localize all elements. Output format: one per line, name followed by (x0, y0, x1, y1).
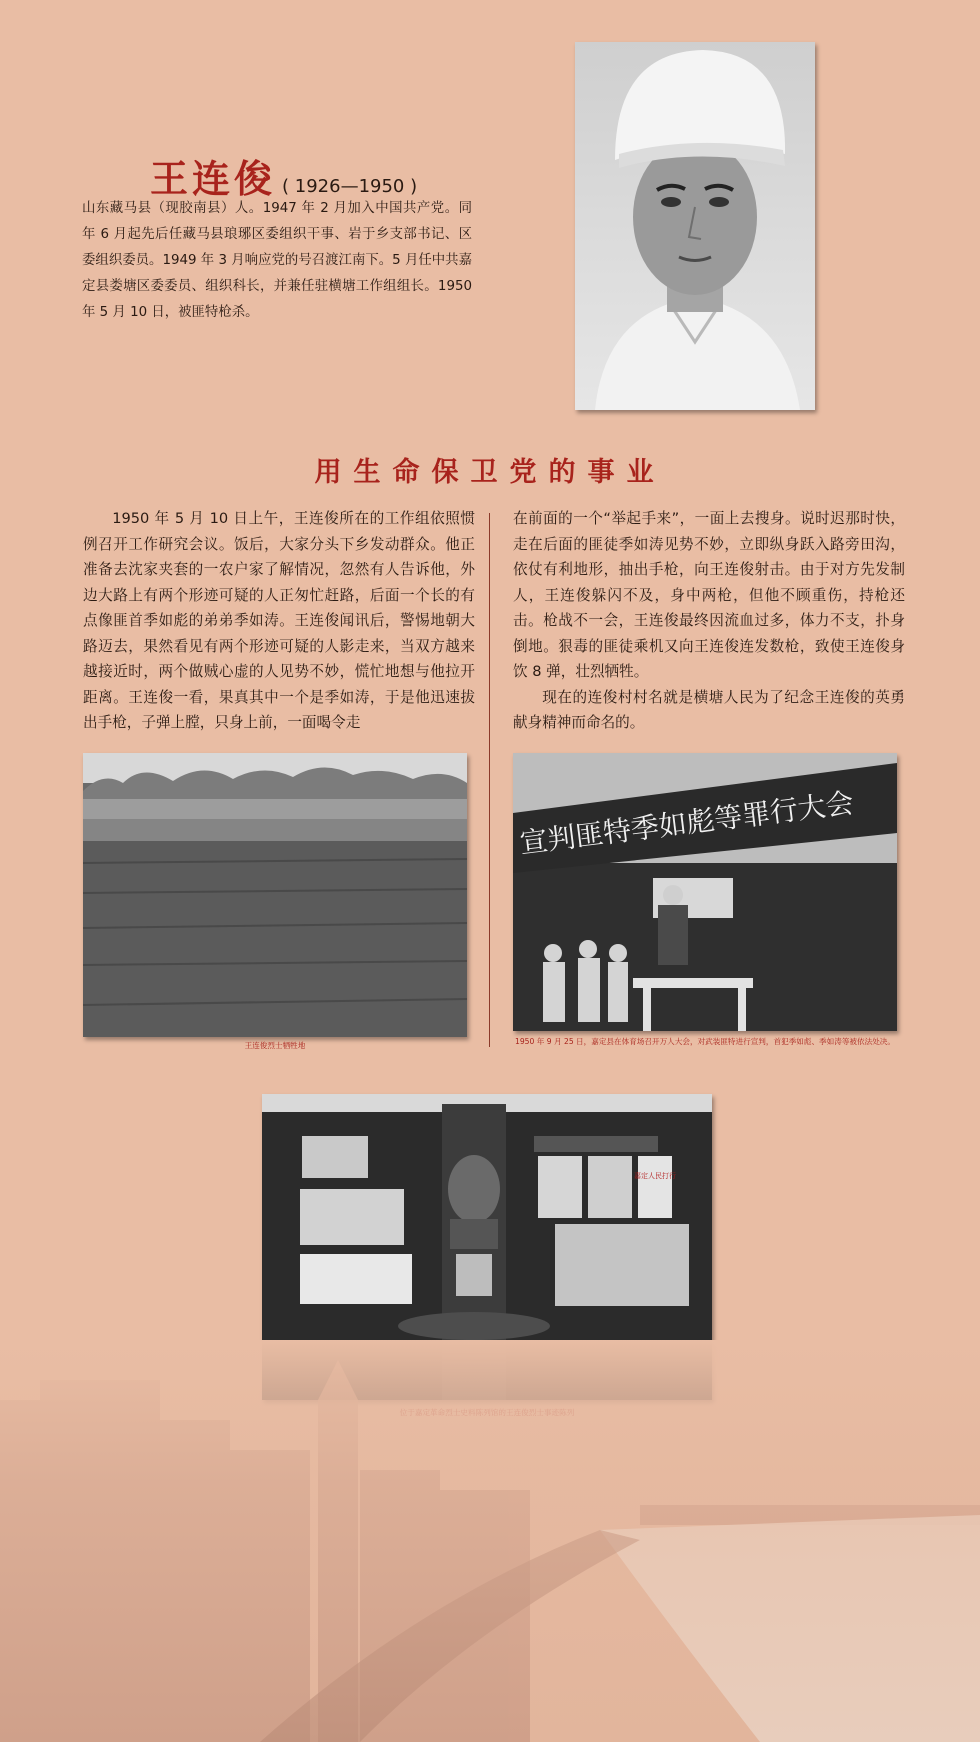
field-photo-caption: 王连俊烈士牺牲地 (244, 1041, 306, 1050)
cityscape-background (0, 1340, 980, 1742)
portrait-photo (575, 42, 815, 410)
martyr-name: 王连俊 (150, 156, 277, 201)
field-image (83, 753, 467, 1037)
story-right-column (513, 506, 905, 736)
portrait-image (575, 42, 815, 410)
story-paragraph-naming: 现在的连俊村村名就是横塘人民为了纪念王连俊的英勇献身精神而命名的。 (513, 688, 905, 731)
sacrifice-site-photo (83, 753, 467, 1037)
rally-photo-caption: 1950 年 9 月 25 日，嘉定县在体育场召开万人大会，对武装匪特进行宣判，首犯季如彪、季如涛等被依法处决。 (514, 1037, 895, 1046)
name-heading (150, 148, 417, 203)
exhibit-panel-text: 嘉定人民打行 (634, 1172, 676, 1180)
story-left-column (83, 506, 475, 736)
column-divider (489, 513, 490, 1047)
section-title: 用生命保卫党的事业 (314, 457, 666, 488)
rally-image (513, 753, 897, 1031)
story-paragraph: 1950 年 5 月 10 日上午，王连俊所在的工作组依照惯例召开工作研究会议。饭后，大家分头下乡发动群众。他正准备去沈家夹套的一农户家了解情况，忽然有人告诉他，外边大路上有两个形迹可疑的人正匆忙赶路，后面一个长的有点像匪首季如彪的弟弟季如涛。王连俊闻讯后，警惕地朝大路迈去，果然看见有两个形迹可疑的人影走来，当双方越来越接近时，两个做贼心虚的人见势不妙，慌忙地想与他拉开距离。王连俊一看，果真其中一个是季如涛，于是他迅速拔出手枪，子弹上膛，只身上前，一面喝令走 (83, 510, 475, 731)
story-continuation: 在前面的一个“举起手来”，一面上去搜身。说时迟那时快，走在后面的匪徒季如涛见势不妙，立即纵身跃入路旁田沟，依仗有利地形，抽出手枪，向王连俊射击。由于对方先发制人，王连俊躲闪不及，身中两枪，但他不顾重伤，持枪还击。枪战不一会，王连俊最终因流血过多，体力不支，扑身倒地。狠毒的匪徒乘机又向王连俊连发数枪，致使王连俊身饮 8 弹，壮烈牺牲。 (513, 510, 905, 680)
life-years: ( 1926—1950 ) (282, 176, 418, 197)
rally-banner-text: 宣判匪特季如彪等罪行大会 (517, 786, 856, 860)
biography-text: 山东藏马县（现胶南县）人。1947 年 2 月加入中国共产党。同年 6 月起先后任藏马县琅琊区委组织干事、岩于乡支部书记、区委组织委员。1949 年 3 月响应党的号召渡江南下。5 月任中共嘉定县娄塘区委委员、组织科长，并兼任驻横塘工作组组长。1950 年 5 月 10 日，被匪特枪杀。 (82, 201, 472, 320)
sentencing-rally-photo (513, 753, 897, 1031)
